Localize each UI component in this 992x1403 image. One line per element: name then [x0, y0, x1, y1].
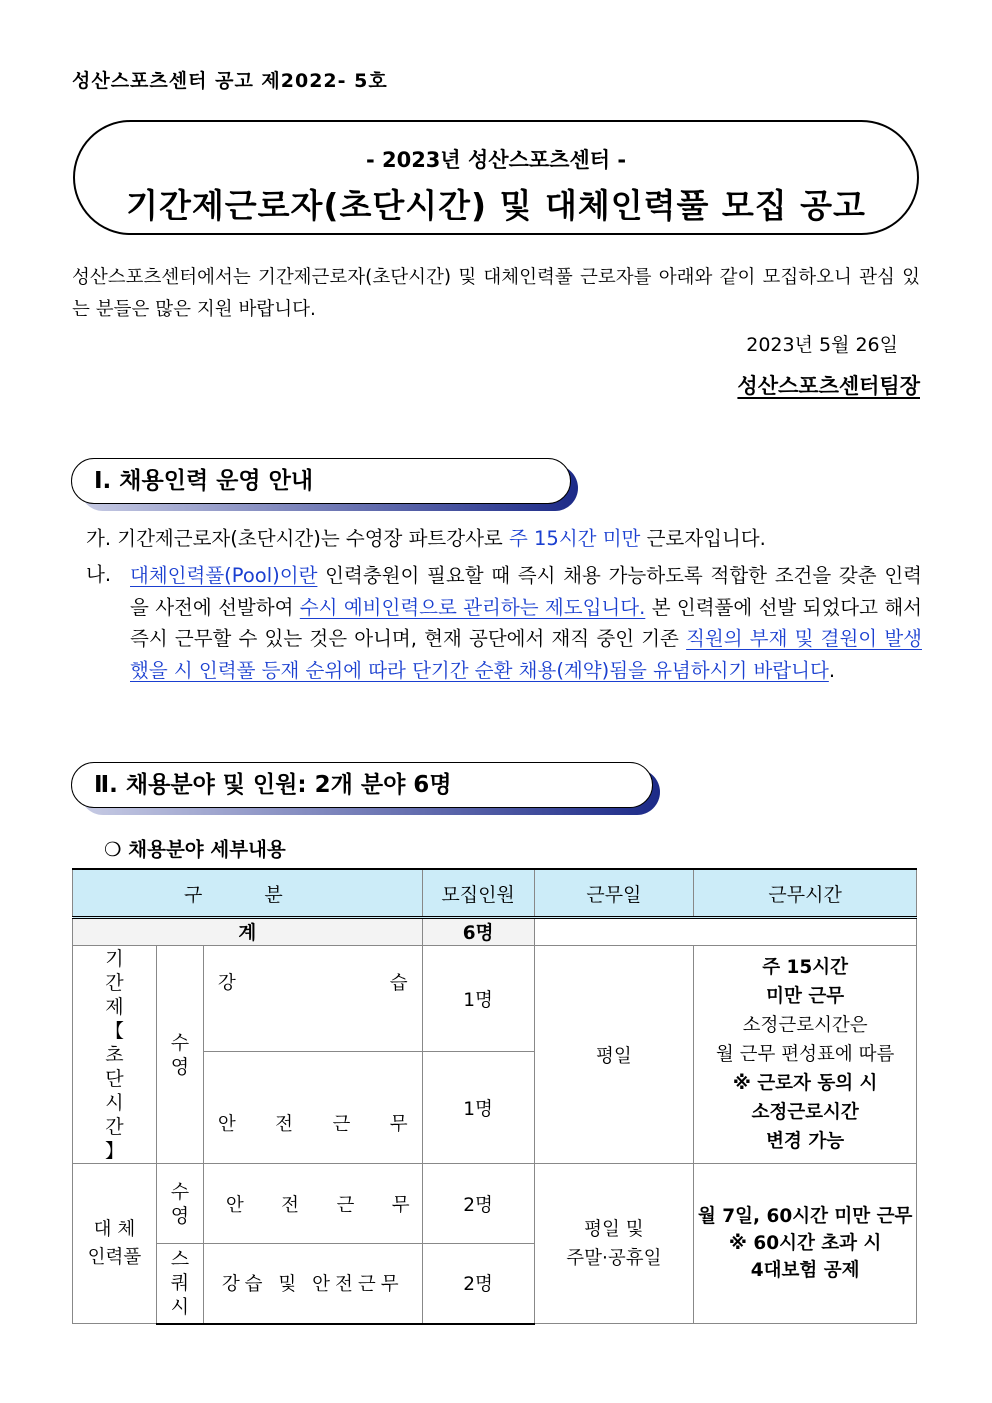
- group2-label-line: 인력풀: [87, 1246, 142, 1268]
- group2-hours: [694, 1164, 917, 1324]
- recruitment-table: [72, 868, 917, 1325]
- row-sub: [156, 1164, 203, 1244]
- hours-line: 소정근로시간: [751, 1102, 859, 1123]
- row-name: 강습 및 안전근무: [203, 1244, 422, 1324]
- hours-line: 미만 근무: [766, 986, 845, 1007]
- hours-line: 변경 가능: [766, 1131, 845, 1152]
- total-empty: [534, 918, 917, 946]
- item-a-highlight: 주 15시간 미만: [508, 527, 641, 550]
- row-name: [203, 1164, 422, 1244]
- header-hours: 근무시간: [694, 869, 917, 918]
- total-label: 계: [73, 918, 423, 946]
- table-header-row: [73, 869, 917, 918]
- group1-label-char: 간: [105, 1115, 124, 1138]
- item-b-text1: 인력충원이 필요할 때 즉시 채용 가능하도록 적합한 조건을 갖춘 인력을 사전에 선발하여: [130, 564, 922, 619]
- row-name-char: 무: [391, 1194, 410, 1216]
- title-main: 기간제근로자(초단시간) 및 대체인력풀 모집 공고: [126, 186, 866, 225]
- item-b-body: [130, 560, 922, 686]
- group1-label-char: 시: [105, 1091, 124, 1114]
- item-b-highlight2: 수시 예비인력으로 관리하는 제도입니다.: [299, 595, 646, 619]
- row-sub-char: 수: [170, 1180, 190, 1203]
- group1-label-char: 【: [104, 1019, 124, 1042]
- group1-label-char: 기: [105, 947, 124, 970]
- item-b-highlight3: 직원의 부재 및 결원이 발생했을 시 인력풀 등재 순위에 따라 단기간 순환 채용(계약)됨을 유념하시기 바랍니다: [130, 627, 922, 682]
- title-subtitle: - 2023년 성산스포츠센터 -: [365, 148, 627, 172]
- item-a-marker: 가.: [86, 527, 112, 550]
- row-count: 1명: [422, 1052, 534, 1164]
- workdays-line: 평일 및: [584, 1218, 644, 1240]
- issuer: 성산스포츠센터팀장: [737, 374, 920, 398]
- group1-sub-char: 수: [170, 1031, 190, 1054]
- row-name-char: 무: [389, 1113, 408, 1135]
- table-row: [73, 1164, 917, 1244]
- group1-sub: [156, 946, 203, 1164]
- hours-line: 월 7일, 60시간 미만 근무: [697, 1206, 913, 1227]
- row-name: [203, 1052, 422, 1164]
- row-name-char: 전: [275, 1113, 294, 1135]
- row-name: [203, 946, 422, 1052]
- row-name-char: 습: [389, 972, 408, 994]
- group1-label: [73, 946, 157, 1164]
- header-category: 구 분: [73, 869, 423, 918]
- section1-title: Ⅰ. 채용인력 운영 안내: [94, 468, 314, 494]
- workdays-line: 주말·공휴일: [566, 1247, 662, 1269]
- header-recruits: 모집인원: [422, 869, 534, 918]
- group2-workdays: [534, 1164, 694, 1324]
- sub-heading: ❍ 채용분야 세부내용: [104, 838, 286, 861]
- intro-paragraph: 성산스포츠센터에서는 기간제근로자(초단시간) 및 대체인력풀 근로자를 아래와 같이 모집하오니 관심 있는 분들은 많은 지원 바랍니다.: [72, 267, 920, 320]
- item-a: [86, 524, 926, 554]
- row-name-char: 안: [217, 1113, 236, 1135]
- group1-sub-char: 영: [170, 1055, 190, 1078]
- row-sub: [156, 1244, 203, 1324]
- item-a-text1: 기간제근로자(초단시간)는 수영장 파트강사로: [117, 527, 503, 550]
- hours-line: 4대보험 공제: [750, 1260, 860, 1281]
- group1-label-char: 간: [105, 971, 124, 994]
- item-b-highlight1: 대체인력풀(Pool)이란: [130, 564, 318, 587]
- notice-date: 2023년 5월 26일: [746, 334, 898, 356]
- hours-line: ※ 60시간 초과 시: [728, 1233, 882, 1254]
- notice-number: 성산스포츠센터 공고 제2022- 5호: [72, 70, 388, 92]
- total-value: 6명: [422, 918, 534, 946]
- section2-header: [71, 762, 653, 808]
- row-name-char: 강: [217, 972, 236, 994]
- row-sub-char: 영: [170, 1204, 190, 1227]
- header-workdays: 근무일: [534, 869, 694, 918]
- group1-hours: [694, 946, 917, 1164]
- section2-title: Ⅱ. 채용분야 및 인원: 2개 분야 6명: [94, 772, 452, 798]
- row-name-char: 전: [281, 1194, 300, 1216]
- row-count: 2명: [422, 1164, 534, 1244]
- hours-line: 월 근무 편성표에 따름: [715, 1044, 895, 1065]
- title-box: [73, 120, 919, 235]
- group1-label-char: 초: [105, 1043, 124, 1066]
- hours-line: 주 15시간: [762, 957, 849, 978]
- row-count: 1명: [422, 946, 534, 1052]
- table-row: [73, 946, 917, 1052]
- item-b-end: .: [828, 658, 836, 682]
- item-b-marker: 나.: [86, 563, 112, 586]
- group1-label-char: 단: [105, 1067, 124, 1090]
- row-name-char: 근: [332, 1113, 351, 1135]
- item-a-text2: 근로자입니다.: [646, 527, 766, 550]
- item-b-text2: 본 인력풀에 선발 되었다고 해서 즉시 근무할 수 있는 것은 아니며, 현재 공단에서 재직 중인 기존: [130, 595, 923, 650]
- row-count: 2명: [422, 1244, 534, 1324]
- group2-label-line: 대 체: [93, 1218, 136, 1240]
- section1-header: [71, 458, 571, 504]
- group1-label-char: 제: [105, 995, 124, 1018]
- row-sub-char: 스: [170, 1248, 190, 1271]
- row-name-char: 근: [336, 1194, 355, 1216]
- row-name-char: 안: [225, 1194, 244, 1216]
- group2-label: [73, 1164, 157, 1324]
- row-sub-char: 시: [170, 1296, 190, 1319]
- hours-line: ※ 근로자 동의 시: [732, 1073, 878, 1094]
- hours-line: 소정근로시간은: [742, 1015, 868, 1036]
- group1-label-char: 】: [104, 1139, 124, 1162]
- group1-workdays: 평일: [534, 946, 694, 1164]
- row-sub-char: 쿼: [170, 1272, 190, 1295]
- table-total-row: [73, 918, 917, 946]
